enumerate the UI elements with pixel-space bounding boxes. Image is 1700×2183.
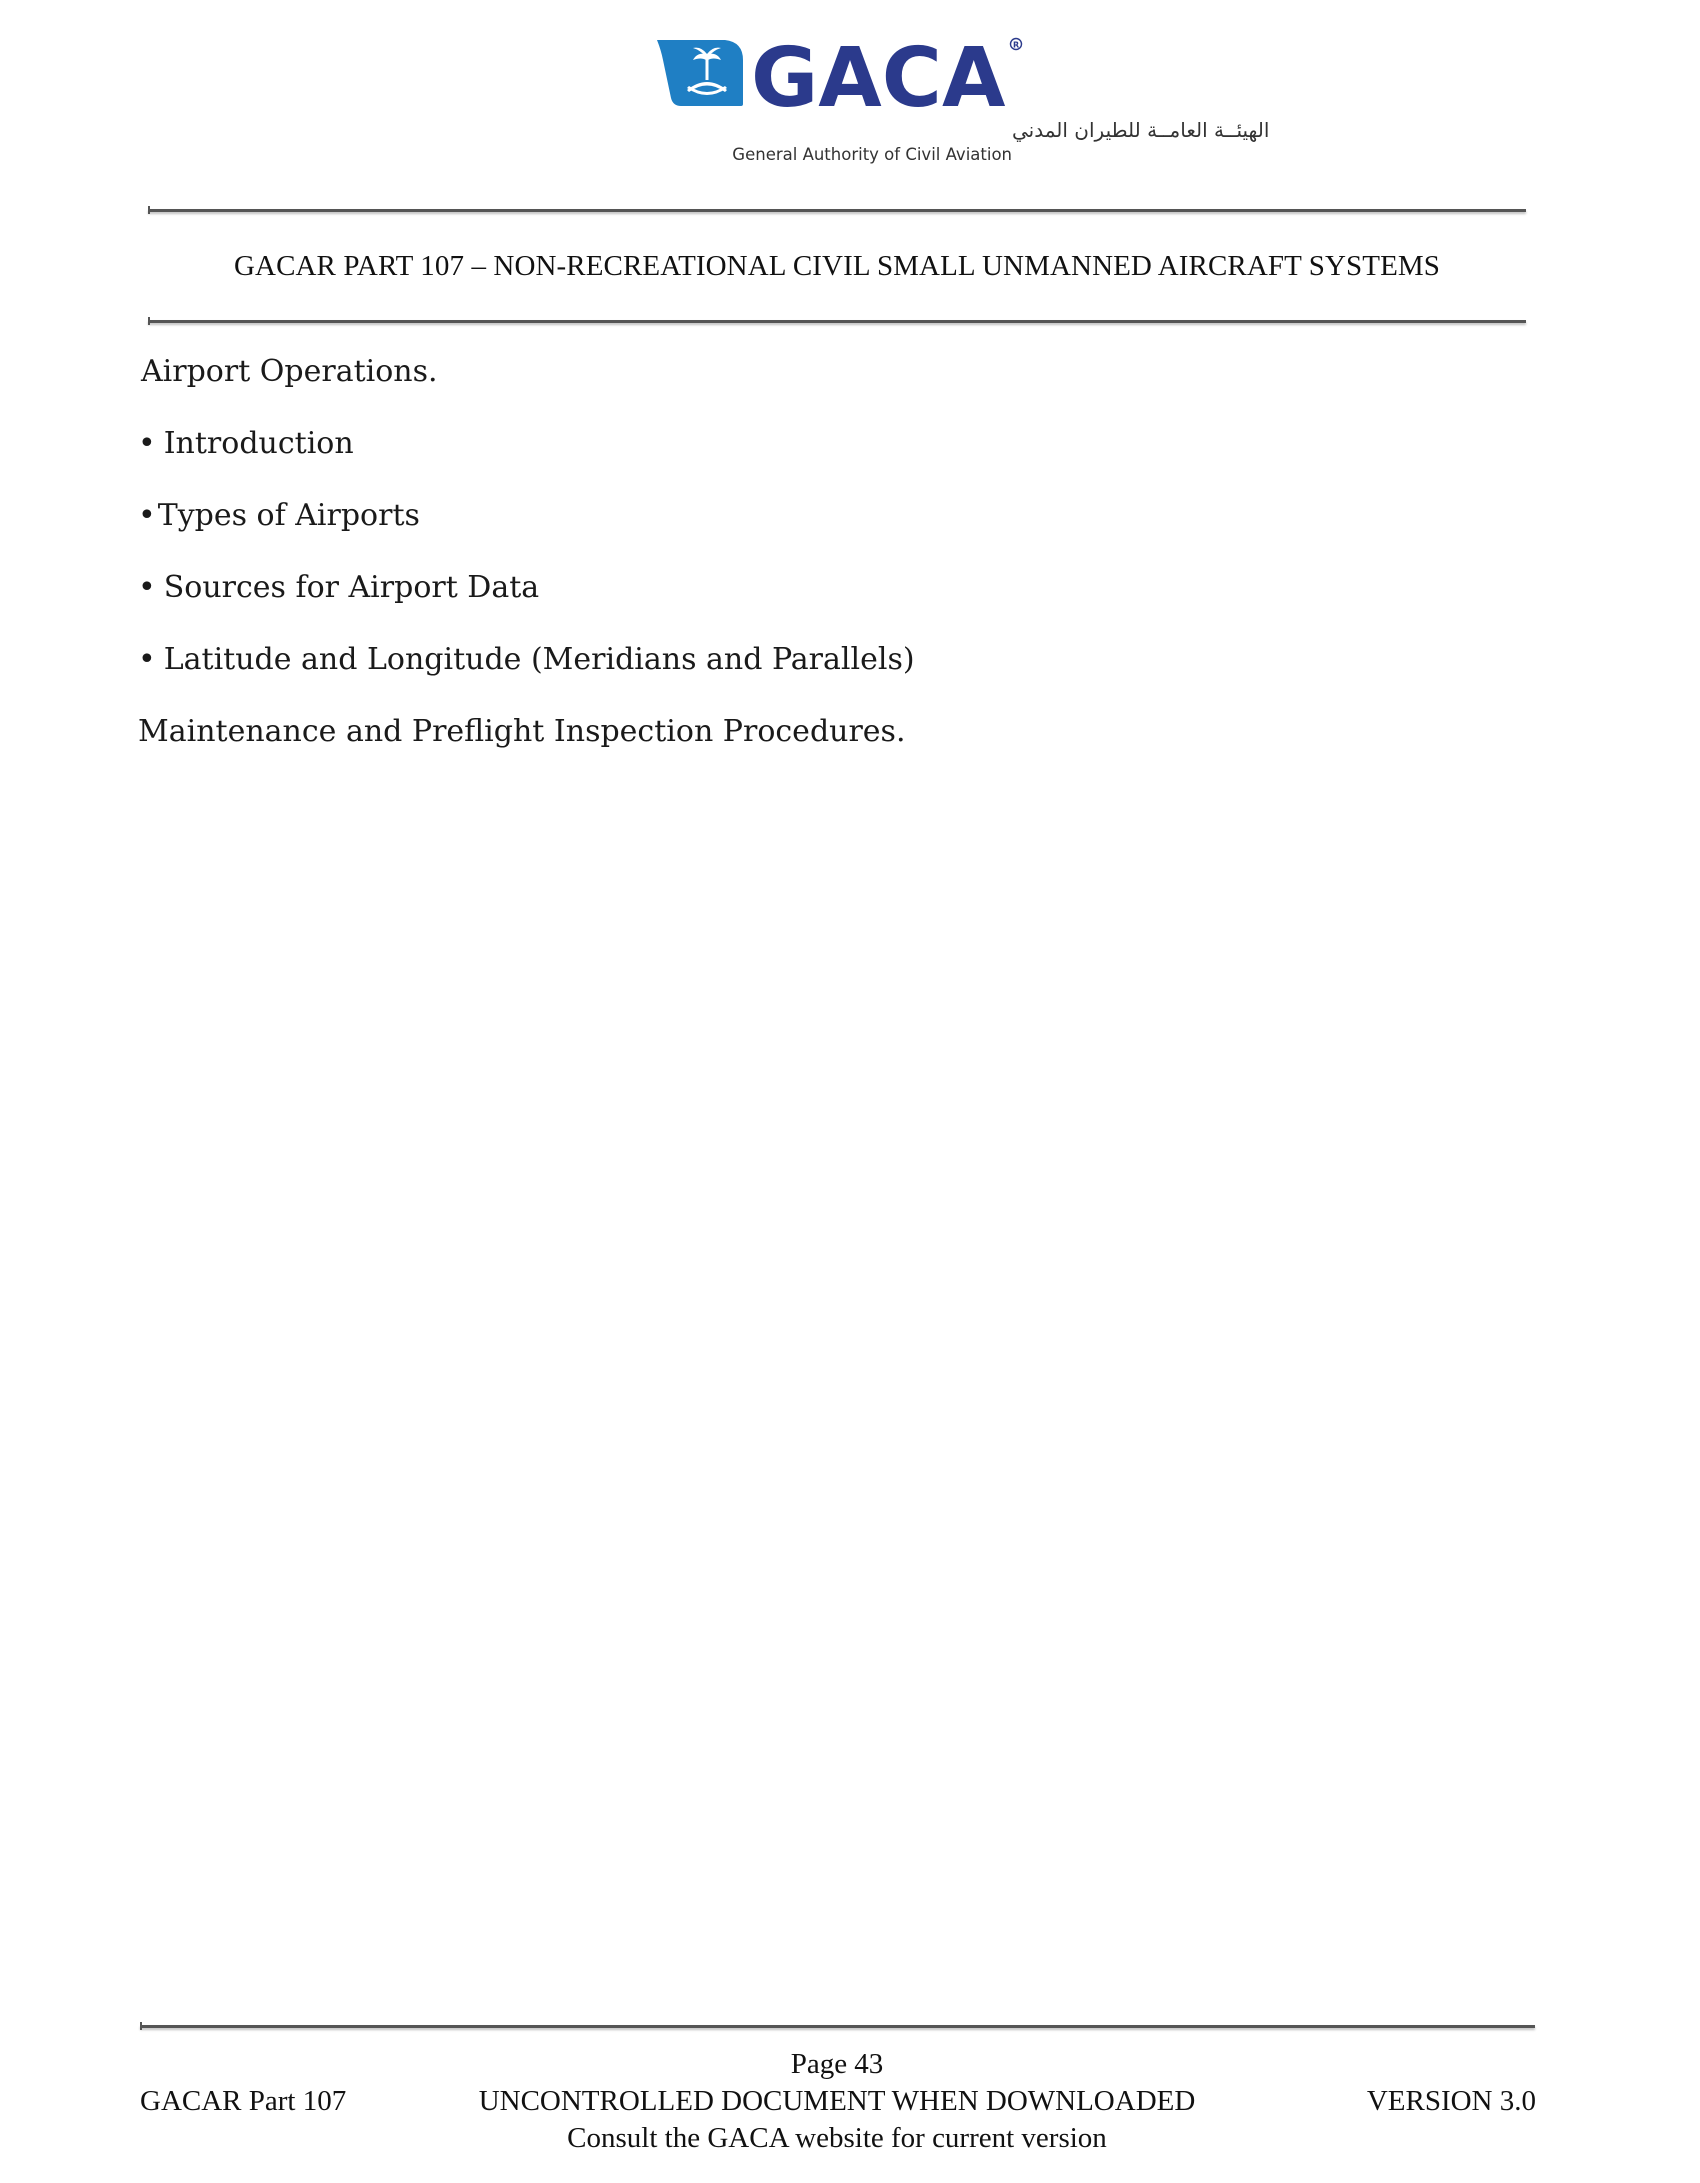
logo-arabic-text: الهيئــة العامــة للطيران المدني <box>1012 118 1270 142</box>
bullet-icon: • <box>138 642 156 677</box>
bullet-icon: • <box>138 570 156 605</box>
footer-note: Consult the GACA website for current version <box>567 2122 1107 2154</box>
section-heading-maintenance: Maintenance and Preflight Inspection Procedures. <box>138 714 906 749</box>
header-rule-top <box>148 209 1526 212</box>
list-item-text: Introduction <box>163 426 354 461</box>
page-content <box>138 350 1488 782</box>
list-item <box>138 422 1488 494</box>
document-title: GACAR PART 107 – NON-RECREATIONAL CIVIL SMALL UNMANNED AIRCRAFT SYSTEMS <box>233 250 1440 282</box>
logo-subtitle: General Authority of Civil Aviation <box>732 145 1012 164</box>
list-item <box>138 566 1488 638</box>
bullet-icon: • <box>138 426 156 461</box>
footer-rule <box>140 2025 1535 2028</box>
section-heading-airport-operations: Airport Operations. <box>141 354 438 389</box>
footer-version: VERSION 3.0 <box>1366 2085 1536 2117</box>
list-item <box>138 494 1488 566</box>
bullet-icon: • <box>138 498 156 533</box>
footer-document-name: GACAR Part 107 <box>140 2085 347 2117</box>
list-item <box>138 638 1488 710</box>
list-item-text: Latitude and Longitude (Meridians and Parallels) <box>163 642 915 677</box>
svg-text:R: R <box>1013 40 1020 50</box>
page-number: Page 43 <box>790 2048 884 2080</box>
list-item-text: Sources for Airport Data <box>163 570 540 605</box>
footer-disclaimer: UNCONTROLLED DOCUMENT WHEN DOWNLOADED <box>478 2085 1196 2117</box>
list-item-text: Types of Airports <box>157 498 420 533</box>
header-rule-bottom <box>148 320 1526 323</box>
gaca-logo-graphic <box>655 31 1270 169</box>
gaca-logo <box>655 31 1270 169</box>
logo-wordmark: GACA <box>751 31 1006 126</box>
